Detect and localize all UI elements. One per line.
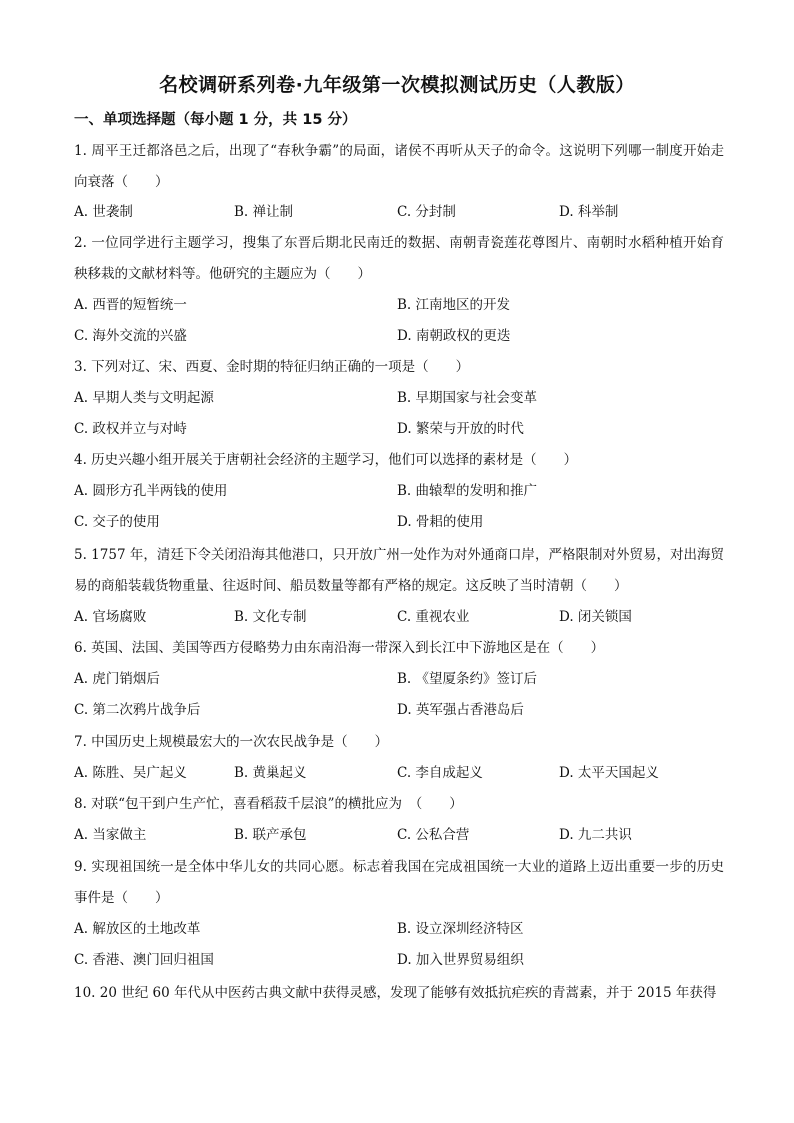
question-10: 10. 20 世纪 60 年代从中医药古典文献中获得灵感，发现了能够有效抵抗疟疾的青蒿素，并于 2015 年获得: [74, 985, 717, 1001]
q4-option-a[interactable]: A. 圆形方孔半两钱的使用: [74, 483, 228, 499]
question-2-options-row1: [74, 290, 734, 321]
q6-option-c[interactable]: C. 第二次鸦片战争后: [74, 702, 201, 718]
q7-option-a[interactable]: A. 陈胜、吴广起义: [74, 765, 187, 781]
question-1: 1. 周平王迁都洛邑之后，出现了“春秋争霸”的局面，诸侯不再听从天子的命令。这说明下列哪一制度开始走向衰落（ ）: [74, 143, 724, 190]
question-4: 4. 历史兴趣小组开展关于唐朝社会经济的主题学习，他们可以选择的素材是（ ）: [74, 452, 578, 468]
page-title: 名校调研系列卷·九年级第一次模拟测试历史（人教版）: [159, 74, 635, 96]
question-6-options-row2: [74, 695, 734, 726]
q7-option-c[interactable]: C. 李自成起义: [397, 765, 483, 781]
question-7: 7. 中国历史上规模最宏大的一次农民战争是（ ）: [74, 734, 389, 750]
question-5-options: [74, 602, 734, 633]
q4-option-c[interactable]: C. 交子的使用: [74, 514, 160, 530]
q3-option-d[interactable]: D. 繁荣与开放的时代: [397, 421, 524, 437]
q6-option-b[interactable]: B. 《望厦条约》签订后: [397, 671, 538, 687]
q1-option-d[interactable]: D. 科举制: [559, 204, 619, 220]
q1-option-b[interactable]: B. 禅让制: [234, 204, 294, 220]
q3-option-c[interactable]: C. 政权并立与对峙: [74, 421, 187, 437]
question-3: 3. 下列对辽、宋、西夏、金时期的特征归纳正确的一项是（ ）: [74, 359, 470, 375]
question-8-options: [74, 820, 734, 851]
question-2-options-row2: [74, 321, 734, 352]
question-6-options-row1: [74, 664, 734, 695]
question-4-options-row1: [74, 476, 734, 507]
section-heading: 一、单项选择题（每小题 1 分，共 15 分）: [74, 112, 357, 128]
question-3-options-row1: [74, 383, 734, 414]
q3-option-b[interactable]: B. 早期国家与社会变革: [397, 390, 538, 406]
q9-option-a[interactable]: A. 解放区的土地改革: [74, 921, 201, 937]
q5-option-a[interactable]: A. 官场腐败: [74, 609, 147, 625]
q9-option-b[interactable]: B. 设立深圳经济特区: [397, 921, 524, 937]
question-9: 9. 实现祖国统一是全体中华儿女的共同心愿。标志着我国在完成祖国统一大业的道路上迈出重要一步的历史事件是（ ）: [74, 859, 724, 906]
question-6: 6. 英国、法国、美国等西方侵略势力由东南沿海一带深入到长江中下游地区是在（ ）: [74, 640, 605, 656]
question-3-options-row2: [74, 414, 734, 445]
q2-option-c[interactable]: C. 海外交流的兴盛: [74, 328, 187, 344]
question-1-options: [74, 197, 734, 228]
q7-option-d[interactable]: D. 太平天国起义: [559, 765, 659, 781]
q1-option-c[interactable]: C. 分封制: [397, 204, 456, 220]
q9-option-c[interactable]: C. 香港、澳门回归祖国: [74, 952, 214, 968]
q3-option-a[interactable]: A. 早期人类与文明起源: [74, 390, 214, 406]
question-7-options: [74, 758, 734, 789]
question-5: 5. 1757 年，清廷下令关闭沿海其他港口，只开放广州一处作为对外通商口岸，严格限制对外贸易，对出海贸易的商船装载货物重量、往返时间、船员数量等都有严格的规定。这反映了当时清朝（ ）: [74, 547, 724, 594]
q4-option-b[interactable]: B. 曲辕犁的发明和推广: [397, 483, 538, 499]
q5-option-c[interactable]: C. 重视农业: [397, 609, 470, 625]
question-2: 2. 一位同学进行主题学习，搜集了东晋后期北民南迁的数据、南朝青瓷莲花尊图片、南朝时水稻种植开始育秧移栽的文献材料等。他研究的主题应为（ ）: [74, 235, 724, 282]
q8-option-c[interactable]: C. 公私合营: [397, 827, 470, 843]
q6-option-a[interactable]: A. 虎门销烟后: [74, 671, 160, 687]
q8-option-d[interactable]: D. 九二共识: [559, 827, 632, 843]
q5-option-d[interactable]: D. 闭关锁国: [559, 609, 632, 625]
question-4-options-row2: [74, 507, 734, 538]
q4-option-d[interactable]: D. 骨耜的使用: [397, 514, 484, 530]
q2-option-a[interactable]: A. 西晋的短暂统一: [74, 297, 187, 313]
q2-option-b[interactable]: B. 江南地区的开发: [397, 297, 511, 313]
question-9-options-row1: [74, 914, 734, 945]
q8-option-a[interactable]: A. 当家做主: [74, 827, 147, 843]
q6-option-d[interactable]: D. 英军强占香港岛后: [397, 702, 524, 718]
q1-option-a[interactable]: A. 世袭制: [74, 204, 133, 220]
q9-option-d[interactable]: D. 加入世界贸易组织: [397, 952, 524, 968]
q5-option-b[interactable]: B. 文化专制: [234, 609, 307, 625]
q8-option-b[interactable]: B. 联产承包: [234, 827, 307, 843]
q2-option-d[interactable]: D. 南朝政权的更迭: [397, 328, 511, 344]
question-8: 8. 对联“包干到户生产忙，喜看稻菽千层浪”的横批应为 （ ）: [74, 796, 463, 812]
q7-option-b[interactable]: B. 黄巢起义: [234, 765, 307, 781]
question-9-options-row2: [74, 945, 734, 976]
